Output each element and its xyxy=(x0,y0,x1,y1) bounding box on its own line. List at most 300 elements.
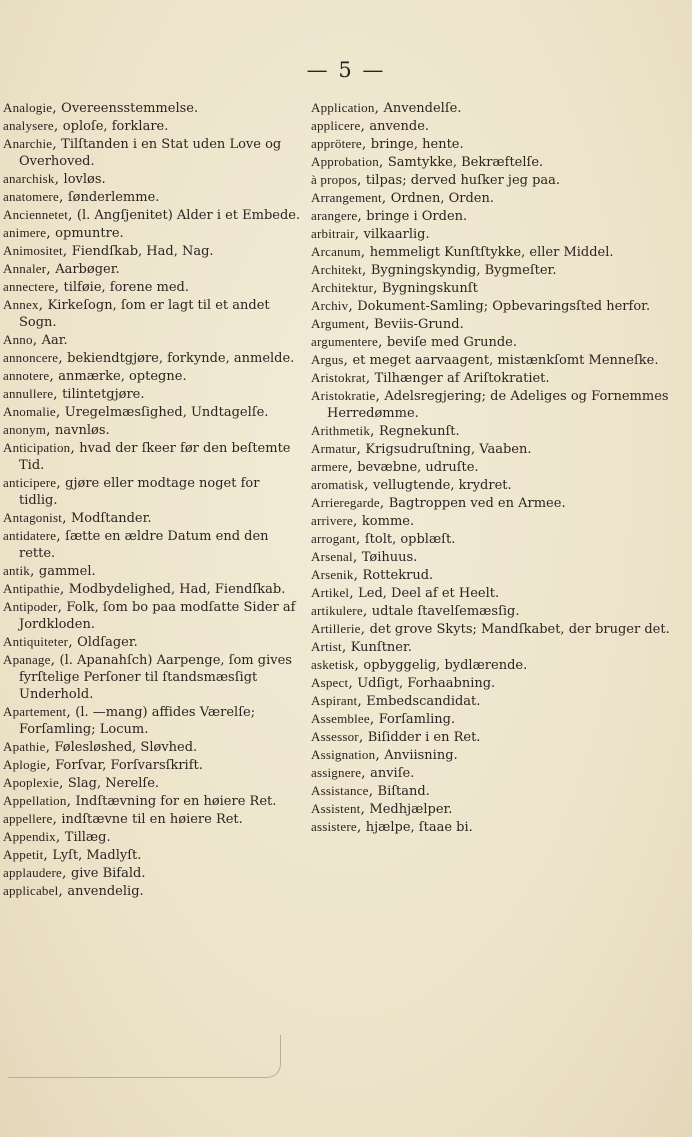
entry-separator: , xyxy=(353,513,362,529)
entry-definition: Adelsregjering; de Adeliges og Fornemmes Herredømme. xyxy=(327,389,669,421)
entry-separator: , xyxy=(50,652,60,668)
entry-separator: , xyxy=(57,599,67,615)
entry-term: Animositet xyxy=(3,243,63,258)
dictionary-entry xyxy=(311,99,683,117)
entry-separator: , xyxy=(365,316,374,332)
dictionary-entry xyxy=(311,476,683,494)
entry-definition: tilføie, forene med. xyxy=(63,280,190,295)
entry-definition: Aar. xyxy=(41,333,68,348)
entry-definition: opmuntre. xyxy=(55,226,124,241)
entry-term: Arrangement xyxy=(311,190,382,205)
entry-definition: tilpas; derved huſker jeg paa. xyxy=(365,173,561,188)
entry-separator: , xyxy=(354,226,364,242)
entry-separator: , xyxy=(360,801,370,817)
entry-definition: Led, Deel af et Heelt. xyxy=(358,586,500,601)
entry-separator: , xyxy=(361,765,371,781)
dictionary-entry xyxy=(311,566,683,584)
dictionary-entry xyxy=(311,351,683,369)
entry-definition: et meget aarvaagent, mistænkſomt Menneſke. xyxy=(352,353,659,368)
entry-term: Artillerie xyxy=(311,621,361,636)
entry-definition: beviſe med Grunde. xyxy=(386,335,517,350)
entry-separator: , xyxy=(62,865,71,881)
entry-separator: , xyxy=(370,423,379,439)
entry-term: à propos xyxy=(311,172,358,187)
entry-separator: , xyxy=(46,261,56,277)
entry-term: Arrieregarde xyxy=(311,495,380,510)
entry-separator: , xyxy=(355,531,365,547)
entry-definition: (l. Angſjenitet) Alder i et Embede. xyxy=(76,208,301,223)
entry-separator: , xyxy=(66,793,76,809)
entry-term: animere xyxy=(3,225,47,240)
dictionary-entry xyxy=(3,580,301,598)
dictionary-entry xyxy=(311,422,683,440)
entry-separator: , xyxy=(52,811,62,827)
entry-separator: , xyxy=(377,334,387,350)
entry-term: Assessor xyxy=(311,729,359,744)
entry-definition: opbyggelig, bydlærende. xyxy=(363,658,528,673)
page-fold-mark xyxy=(8,1035,281,1078)
entry-term: Aplogie xyxy=(3,757,47,772)
entry-separator: , xyxy=(56,528,66,544)
entry-term: Apathie xyxy=(3,739,46,754)
entry-term: Antipathie xyxy=(3,581,60,596)
entry-separator: , xyxy=(52,136,62,152)
entry-separator: , xyxy=(364,477,373,493)
entry-separator: , xyxy=(70,440,80,456)
entry-definition: ſtolt, opblæſt. xyxy=(364,532,456,547)
entry-term: Annaler xyxy=(3,261,47,276)
entry-term: armere xyxy=(311,459,349,474)
entry-separator: , xyxy=(373,280,383,296)
entry-definition: komme. xyxy=(361,514,415,529)
entry-definition: Tøihuus. xyxy=(361,550,418,565)
entry-definition: gammel. xyxy=(38,564,96,579)
entry-term: analysere xyxy=(3,118,54,133)
entry-definition: Tilſtanden i en Stat uden Love og Overhoved. xyxy=(19,137,282,169)
entry-definition: Dokument-Samling; Opbevaringsſted herfor. xyxy=(357,299,651,314)
entry-separator: , xyxy=(58,189,68,205)
entry-definition: Regnekunſt. xyxy=(378,424,460,439)
entry-separator: , xyxy=(360,244,370,260)
dictionary-entry xyxy=(311,818,683,836)
entry-term: Apanage xyxy=(3,652,51,667)
entry-definition: Fiendſkab, Had, Nag. xyxy=(71,244,214,259)
dictionary-entry xyxy=(3,278,301,296)
entry-definition: anviſe. xyxy=(370,766,415,781)
entry-term: Apartement xyxy=(3,704,67,719)
entry-definition: Udſigt, Forhaabning. xyxy=(357,676,496,691)
entry-term: antidatere xyxy=(3,528,57,543)
entry-term: artikulere xyxy=(311,603,363,618)
entry-term: Arithmetik xyxy=(311,423,371,438)
entry-definition: udtale ſtavelſemæsſig. xyxy=(371,604,520,619)
entry-term: Anarchie xyxy=(3,136,53,151)
entry-separator: , xyxy=(365,370,375,386)
dictionary-entry xyxy=(311,512,683,530)
entry-term: Approbation xyxy=(311,154,379,169)
entry-separator: , xyxy=(53,118,63,134)
entry-definition: anvendelig. xyxy=(67,884,144,899)
dictionary-entry xyxy=(311,638,683,656)
entry-definition: Biſtand. xyxy=(377,784,430,799)
entry-definition: lovløs. xyxy=(63,172,106,187)
entry-term: Assemblee xyxy=(311,711,370,726)
entry-separator: , xyxy=(45,739,55,755)
entry-term: Aristokratie xyxy=(311,388,376,403)
entry-term: asketisk xyxy=(311,657,355,672)
entry-term: Argument xyxy=(311,316,366,331)
entry-separator: , xyxy=(55,829,65,845)
entry-definition: Forſamling. xyxy=(378,712,456,727)
dictionary-entry xyxy=(3,846,301,864)
dictionary-entry xyxy=(3,117,301,135)
entry-term: arrivere xyxy=(311,513,354,528)
dictionary-entry xyxy=(3,296,301,331)
dictionary-entry xyxy=(311,440,683,458)
entry-definition: Modſtander. xyxy=(70,511,152,526)
dictionary-entry xyxy=(311,315,683,333)
entry-separator: , xyxy=(357,172,366,188)
entry-term: Armatur xyxy=(311,441,357,456)
entry-term: Architekt xyxy=(311,262,362,277)
entry-definition: hemmeligt Kunſtſtykke, eller Middel. xyxy=(369,245,614,260)
dictionary-entry xyxy=(311,746,683,764)
entry-separator: , xyxy=(59,581,69,597)
entry-term: Anciennetet xyxy=(3,207,69,222)
entry-term: antik xyxy=(3,563,30,578)
entry-separator: , xyxy=(68,207,77,223)
entry-separator: , xyxy=(356,819,366,835)
entry-definition: bringe, hente. xyxy=(370,137,464,152)
dictionary-entry xyxy=(311,189,683,207)
entry-separator: , xyxy=(343,352,353,368)
entry-definition: bringe i Orden. xyxy=(366,209,468,224)
dictionary-entry xyxy=(3,242,301,260)
entry-separator: , xyxy=(66,704,76,720)
dictionary-entry xyxy=(311,333,683,351)
entry-term: Application xyxy=(311,100,375,115)
dictionary-entry xyxy=(311,494,683,512)
entry-separator: , xyxy=(349,585,359,601)
entry-definition: Slag, Nerelſe. xyxy=(67,776,160,791)
entry-separator: , xyxy=(360,118,370,134)
dictionary-entry xyxy=(311,548,683,566)
entry-term: Argus xyxy=(311,352,344,367)
entry-separator: , xyxy=(375,747,385,763)
dictionary-entry xyxy=(3,474,301,509)
dictionary-entry xyxy=(311,225,683,243)
entry-definition: Tilhænger af Ariſtokratiet. xyxy=(374,371,550,386)
entry-definition: Krigsudruſtning, Vaaben. xyxy=(365,442,532,457)
entry-term: Archiv xyxy=(311,298,349,313)
entry-term: assignere xyxy=(311,765,362,780)
dictionary-entry xyxy=(3,135,301,170)
right-column xyxy=(311,99,683,836)
entry-separator: , xyxy=(356,441,366,457)
entry-term: annectere xyxy=(3,279,55,294)
entry-separator: , xyxy=(62,510,71,526)
entry-definition: Bygningskunſt xyxy=(382,281,478,296)
dictionary-entry xyxy=(311,584,683,602)
entry-separator: , xyxy=(381,190,391,206)
entry-definition: Embedscandidat. xyxy=(366,694,481,709)
entry-term: applaudere xyxy=(3,865,63,880)
entry-definition: Anvendelſe. xyxy=(383,101,462,116)
entry-definition: Indſtævning for en høiere Ret. xyxy=(75,794,277,809)
entry-separator: , xyxy=(362,603,372,619)
entry-term: argumentere xyxy=(311,334,378,349)
entry-separator: , xyxy=(55,404,65,420)
dictionary-entry xyxy=(3,651,301,703)
entry-definition: Folk, ſom bo paa modſatte Sider af Jordkloden. xyxy=(19,600,296,632)
entry-term: Assistent xyxy=(311,801,361,816)
entry-definition: anmærke, optegne. xyxy=(58,369,187,384)
entry-term: Anomalie xyxy=(3,404,56,419)
entry-definition: vilkaarlig. xyxy=(363,227,430,242)
dictionary-entry xyxy=(3,633,301,651)
entry-separator: , xyxy=(30,563,39,579)
entry-definition: Rottekrud. xyxy=(362,568,434,583)
entry-definition: Oldſager. xyxy=(77,635,138,650)
entry-definition: det grove Skyts; Mandſkabet, der bruger det. xyxy=(369,622,670,637)
entry-term: applicere xyxy=(311,118,361,133)
entry-separator: , xyxy=(375,388,385,404)
dictionary-entry xyxy=(3,792,301,810)
entry-separator: , xyxy=(369,711,379,727)
dictionary-entry xyxy=(311,458,683,476)
entry-separator: , xyxy=(357,693,367,709)
entry-separator: , xyxy=(62,243,72,259)
page-number: — 5 — xyxy=(306,58,386,82)
entry-definition: (l. Apanahſch) Aarpenge, ſom gives fyrſtelige Perſoner til ſtandsmæsſigt Underhold. xyxy=(19,653,292,702)
dictionary-entry xyxy=(311,171,683,189)
dictionary-entry xyxy=(311,602,683,620)
entry-separator: , xyxy=(54,171,64,187)
dictionary-entry xyxy=(311,135,683,153)
entry-separator: , xyxy=(46,225,56,241)
entry-definition: Samtykke, Bekræftelſe. xyxy=(387,155,544,170)
dictionary-entry xyxy=(3,260,301,278)
dictionary-entry xyxy=(3,562,301,580)
entry-term: annoncere xyxy=(3,350,59,365)
dictionary-entry xyxy=(3,703,301,738)
entry-separator: , xyxy=(348,459,358,475)
entry-term: Aspirant xyxy=(311,693,358,708)
entry-term: arangere xyxy=(311,208,358,223)
entry-term: Analogie xyxy=(3,100,53,115)
dictionary-entry xyxy=(3,385,301,403)
entry-separator: , xyxy=(58,350,68,366)
entry-separator: , xyxy=(46,757,56,773)
entry-separator: , xyxy=(358,729,368,745)
entry-definition: Medhjælper. xyxy=(369,802,453,817)
dictionary-entry xyxy=(311,764,683,782)
dictionary-entry xyxy=(3,738,301,756)
entry-term: Antiquiteter xyxy=(3,634,69,649)
entry-definition: Uregelmæsſighed, Undtagelſe. xyxy=(64,405,269,420)
entry-separator: , xyxy=(378,154,388,170)
entry-definition: Kunſtner. xyxy=(350,640,412,655)
entry-separator: , xyxy=(49,368,59,384)
entry-definition: Overeensstemmelse. xyxy=(61,101,199,116)
dictionary-entry xyxy=(3,170,301,188)
entry-separator: , xyxy=(361,136,371,152)
entry-definition: Ordnen, Orden. xyxy=(390,191,494,206)
entry-definition: ſætte en ældre Datum end den rette. xyxy=(19,529,269,561)
dictionary-entry xyxy=(3,403,301,421)
left-column xyxy=(3,99,301,900)
dictionary-entry xyxy=(3,99,301,117)
entry-term: anonym xyxy=(3,422,47,437)
entry-separator: , xyxy=(68,634,78,650)
entry-separator: , xyxy=(56,475,66,491)
entry-definition: Beviis-Grund. xyxy=(373,317,464,332)
entry-definition: anvende. xyxy=(369,119,430,134)
dictionary-entry xyxy=(3,527,301,562)
dictionary-entry xyxy=(311,530,683,548)
dictionary-entry xyxy=(311,656,683,674)
entry-definition: Bygningskyndig, Bygmeſter. xyxy=(370,263,557,278)
dictionary-entry xyxy=(311,800,683,818)
dictionary-entry xyxy=(3,367,301,385)
dictionary-entry xyxy=(3,882,301,900)
entry-separator: , xyxy=(46,422,55,438)
entry-term: arrogant xyxy=(311,531,356,546)
entry-separator: , xyxy=(58,883,68,899)
dictionary-entry xyxy=(311,728,683,746)
entry-term: Appellation xyxy=(3,793,67,808)
dictionary-entry xyxy=(3,439,301,474)
dictionary-entry xyxy=(3,421,301,439)
dictionary-entry xyxy=(3,774,301,792)
entry-separator: , xyxy=(354,657,364,673)
entry-term: anatomere xyxy=(3,189,59,204)
entry-term: Artist xyxy=(311,639,342,654)
entry-separator: , xyxy=(374,100,384,116)
dictionary-entry xyxy=(3,810,301,828)
entry-term: Assignation xyxy=(311,747,376,762)
entry-definition: indſtævne til en høiere Ret. xyxy=(61,812,243,827)
entry-separator: , xyxy=(53,386,63,402)
entry-definition: Aarbøger. xyxy=(55,262,120,277)
entry-separator: , xyxy=(341,639,351,655)
dictionary-entry xyxy=(3,206,301,224)
dictionary-entry xyxy=(3,224,301,242)
entry-term: Antagonist xyxy=(3,510,63,525)
entry-term: Annex xyxy=(3,297,39,312)
entry-definition: Anviisning. xyxy=(384,748,458,763)
entry-separator: , xyxy=(379,495,389,511)
entry-definition: gjøre eller modtage noget for tidlig. xyxy=(19,476,260,508)
entry-term: Antipoder xyxy=(3,599,58,614)
entry-separator: , xyxy=(368,783,378,799)
entry-term: Aristokrat xyxy=(311,370,366,385)
entry-separator: , xyxy=(38,297,48,313)
entry-definition: Lyſt, Madlyſt. xyxy=(52,848,142,863)
entry-definition: hvad der ſkeer før den beſtemte Tid. xyxy=(19,441,291,473)
dictionary-entry xyxy=(311,710,683,728)
dictionary-entry xyxy=(311,279,683,297)
dictionary-entry xyxy=(311,369,683,387)
dictionary-entry xyxy=(3,598,301,633)
dictionary-entry xyxy=(311,782,683,800)
entry-term: Anticipation xyxy=(3,440,71,455)
dictionary-entry xyxy=(3,188,301,206)
entry-definition: hjælpe, ſtaae bi. xyxy=(365,820,473,835)
entry-separator: , xyxy=(52,100,62,116)
entry-separator: , xyxy=(357,208,367,224)
dictionary-entry xyxy=(3,331,301,349)
dictionary-entry xyxy=(3,828,301,846)
dictionary-entry xyxy=(311,674,683,692)
entry-separator: , xyxy=(361,262,371,278)
entry-separator: , xyxy=(43,847,53,863)
entry-definition: Modbydelighed, Had, Fiendſkab. xyxy=(68,582,286,597)
entry-definition: Bagtroppen ved en Armee. xyxy=(388,496,566,511)
entry-definition: (l. —mang) affides Værelſe; Forſamling; Locum. xyxy=(19,705,256,737)
dictionary-entry xyxy=(3,509,301,527)
entry-definition: navnløs. xyxy=(55,423,110,438)
dictionary-entry xyxy=(311,243,683,261)
entry-term: Architektur xyxy=(311,280,374,295)
dictionary-entry xyxy=(311,620,683,638)
dictionary-entry xyxy=(3,864,301,882)
entry-term: Arcanum xyxy=(311,244,361,259)
entry-term: anticipere xyxy=(3,475,57,490)
entry-definition: ſønderlemme. xyxy=(67,190,160,205)
entry-term: Artikel xyxy=(311,585,350,600)
entry-term: aromatisk xyxy=(311,477,365,492)
entry-term: anarchisk xyxy=(3,171,55,186)
entry-definition: oploſe, forklare. xyxy=(62,119,169,134)
entry-separator: , xyxy=(353,567,363,583)
entry-separator: , xyxy=(352,549,362,565)
entry-term: appellere xyxy=(3,811,53,826)
entry-definition: Kirkeſogn, ſom er lagt til et andet Sogn. xyxy=(19,298,270,330)
entry-definition: Forſvar, Forſvarsſkrift. xyxy=(55,758,203,773)
entry-term: Arsenal xyxy=(311,549,353,564)
entry-definition: Følesløshed, Sløvhed. xyxy=(54,740,198,755)
entry-definition: Biſidder i en Ret. xyxy=(367,730,481,745)
entry-term: applicabel xyxy=(3,883,59,898)
dictionary-entry xyxy=(311,297,683,315)
entry-definition: bevæbne, udruſte. xyxy=(357,460,479,475)
entry-term: Appetit xyxy=(3,847,44,862)
dictionary-entry xyxy=(311,692,683,710)
entry-term: assistere xyxy=(311,819,357,834)
dictionary-entry xyxy=(3,349,301,367)
entry-term: apprötere xyxy=(311,136,362,151)
entry-definition: bekiendtgjøre, forkynde, anmelde. xyxy=(67,351,295,366)
entry-term: annotere xyxy=(3,368,50,383)
entry-definition: give Bifald. xyxy=(70,866,146,881)
dictionary-entry xyxy=(311,261,683,279)
entry-definition: Tillæg. xyxy=(64,830,111,845)
entry-term: arbitrair xyxy=(311,226,355,241)
entry-definition: vellugtende, krydret. xyxy=(372,478,512,493)
entry-separator: , xyxy=(348,675,358,691)
entry-term: Anno xyxy=(3,332,33,347)
entry-separator: , xyxy=(54,279,64,295)
dictionary-entry xyxy=(311,387,683,422)
dictionary-entry xyxy=(311,117,683,135)
entry-separator: , xyxy=(360,621,370,637)
entry-separator: , xyxy=(32,332,42,348)
dictionary-entry xyxy=(311,153,683,171)
entry-term: annullere xyxy=(3,386,54,401)
entry-term: Assistance xyxy=(311,783,369,798)
entry-separator: , xyxy=(348,298,358,314)
